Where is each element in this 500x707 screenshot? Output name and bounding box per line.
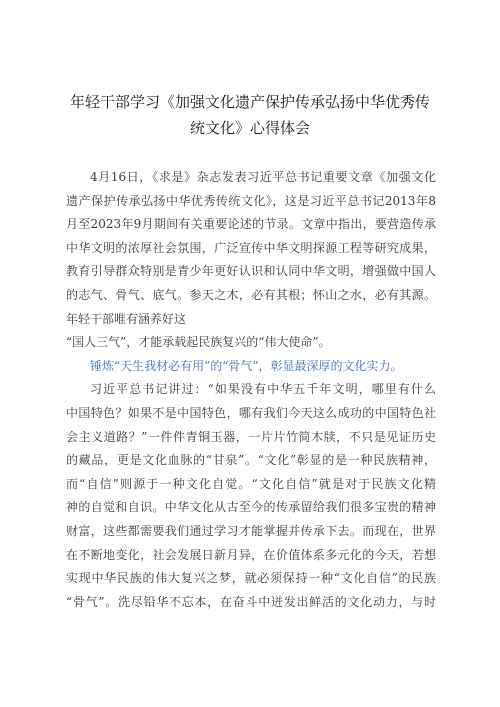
- paragraph-line: 的志气、骨气、底气。参天之木，必有其根；怀山之水，必有其源。: [66, 287, 436, 302]
- paragraph-line: 在不断地变化，社会发展日新月异，在价值体系多元化的今天，若想: [66, 547, 436, 562]
- paragraph-line: 神的自觉和自识。中华文化从古至今的传承留给我们很多宝贵的精神: [66, 500, 436, 515]
- title-line: 年轻干部学习《加强文化遗产保护传承弘扬中华优秀传: [69, 93, 430, 111]
- paragraph-line: “骨气”。洗尽铅华不忘本，在奋斗中迸发出鲜活的文化动力，与时: [66, 594, 436, 609]
- paragraph-line: “国人三气”，才能承载起民族复兴的“伟大使命”。: [66, 335, 331, 350]
- paragraph-line: 实现中华民族的伟大复兴之梦，就必须保持一种“文化自信”的民族: [66, 571, 436, 586]
- title-line: 统文化》心得体会: [189, 119, 310, 137]
- paragraph-line: 习近平总书记讲过：“如果没有中华五千年文明，哪里有什么: [90, 382, 436, 397]
- paragraph-line: 中华文明的浓厚社会氛围，广泛宣传中华文明探源工程等研究成果，: [66, 240, 436, 255]
- paragraph-line: 而“自信”则源于一种文化自觉。“文化自信”就是对于民族文化精: [66, 476, 436, 491]
- paragraph-line: 月至2023年9月期间有关重要论述的节录。文章中指出，要营造传承: [66, 217, 436, 232]
- paragraph-line: 教育引导群众特别是青少年更好认识和认同中华文明，增强做中国人: [66, 264, 436, 279]
- paragraph-line: 遗产保护传承弘扬中华优秀传统文化》，这是习近平总书记2013年8: [66, 193, 436, 208]
- paragraph-line: 年轻干部唯有涵养好这: [66, 311, 187, 326]
- paragraph-line: 的藏品，更是文化血脉的“甘泉”。“文化”彰显的是一种民族精神，: [66, 453, 436, 468]
- paragraph-line: 中国特色？如果不是中国特色，哪有我们今天这么成功的中国特色社: [66, 405, 436, 420]
- paragraph-line: 4月16日，《求是》杂志发表习近平总书记重要文章《加强文化: [90, 170, 436, 184]
- document-body: [66, 166, 436, 614]
- document-title: [0, 89, 500, 141]
- paragraph-line: 财富，这些都需要我们通过学习才能掌握并传承下去。而现在，世界: [66, 523, 436, 538]
- paragraph-line: 会主义道路？”一件件青铜玉器，一片片竹简木牍，不只是见证历史: [66, 429, 436, 444]
- highlighted-line: 锤炼“天生我材必有用”的“骨气”，彰显最深厚的文化实力。: [90, 358, 403, 373]
